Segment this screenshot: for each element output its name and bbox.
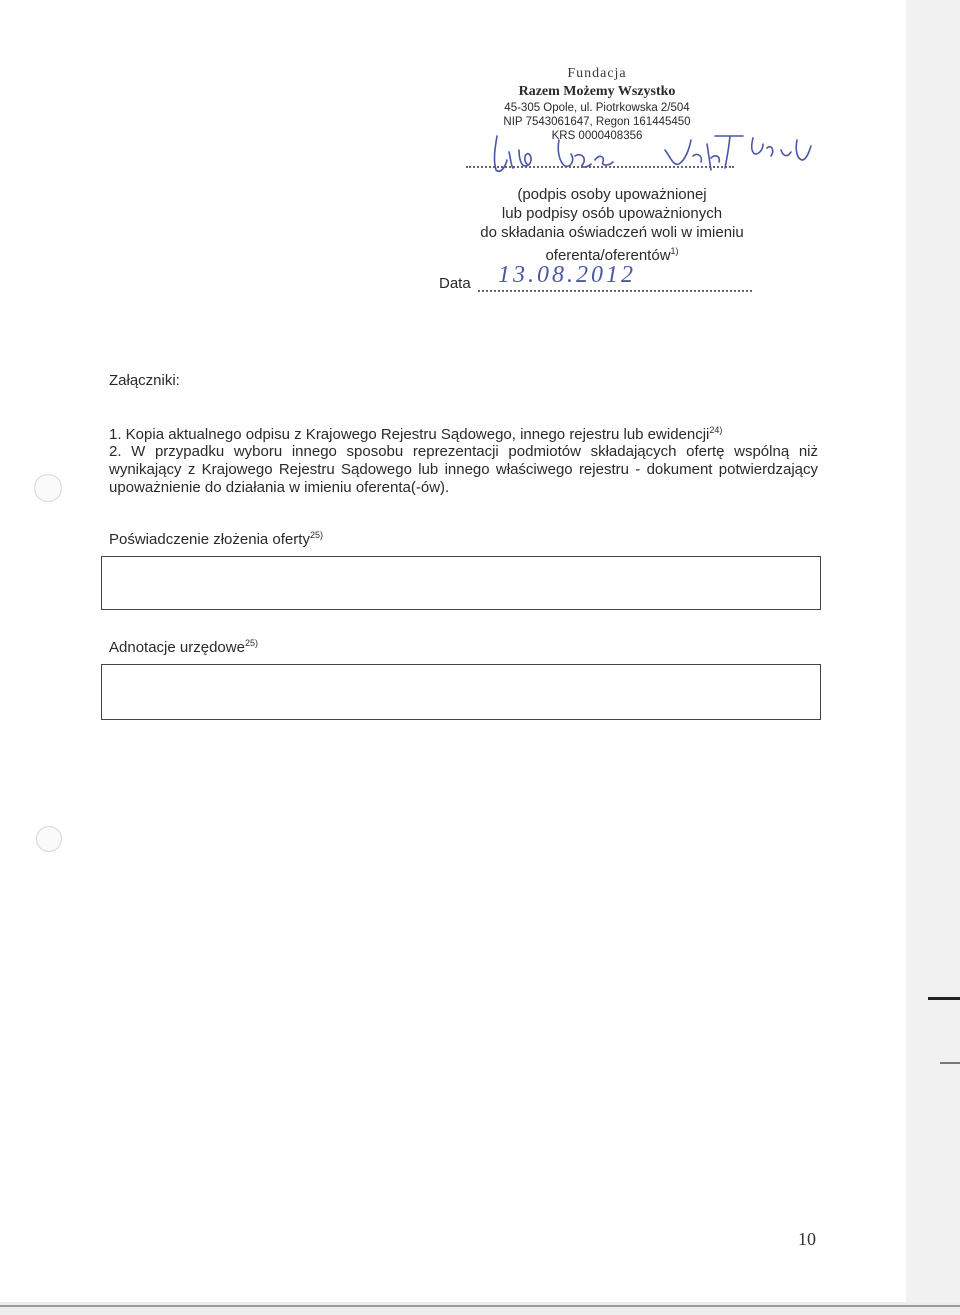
- signature-caption-line1: (podpis osoby upoważnionej: [517, 186, 707, 203]
- official-notes-label-text: Adnotacje urzędowe: [109, 639, 245, 656]
- page-number: 10: [798, 1229, 816, 1249]
- scan-edge-right: [906, 0, 960, 1315]
- footnote-ref: 24): [709, 425, 723, 435]
- signature-caption-line3: do składania oświadczeń woli w imieniu: [480, 224, 744, 241]
- stamp-krs: KRS 0000408356: [551, 130, 643, 142]
- attachment-item-2: 2. W przypadku wyboru innego sposobu reprezentacji podmiotów składających ofertę wspólną niż wynikający z Krajowego Rejestru Sądowego lub innego właściwego rejestru - dokument potwierdzający upoważnienie do działania w imieniu oferenta(-ów).: [109, 443, 818, 496]
- scan-edge-bottom: [0, 1302, 960, 1315]
- stamp-foundation-label: Fundacja: [567, 66, 627, 81]
- official-notes-box: [101, 664, 821, 720]
- scan-edge-mark: [928, 997, 960, 1000]
- stamp-address: 45-305 Opole, ul. Piotrkowska 2/504: [504, 102, 690, 114]
- attachment-item-1-text: 1. Kopia aktualnego odpisu z Krajowego Rejestru Sądowego, innego rejestru lub ewidencji: [109, 426, 710, 443]
- attachment-item-1: [109, 425, 824, 443]
- date-label: Data: [439, 275, 471, 292]
- scan-edge-line: [0, 1305, 960, 1307]
- date-handwritten-value: 13.08.2012: [498, 262, 636, 288]
- confirmation-label-text: Poświadczenie złożenia oferty: [109, 531, 310, 548]
- official-notes-label: [109, 638, 258, 656]
- punch-hole-top: [34, 474, 62, 502]
- stamp-foundation-name: Razem Możemy Wszystko: [518, 84, 676, 99]
- attachments-heading: Załączniki:: [109, 372, 180, 389]
- signature-caption-line2: lub podpisy osób upoważnionych: [501, 205, 723, 222]
- footnote-ref: 1): [670, 246, 679, 256]
- stamp-tax-ids: NIP 7543061647, Regon 161445450: [503, 116, 691, 128]
- scan-edge-mark-2: [940, 1062, 960, 1064]
- footnote-ref: 25): [244, 638, 258, 648]
- footnote-ref: 25): [309, 530, 323, 540]
- handwritten-signatures: [475, 130, 820, 180]
- signature-caption: [452, 185, 772, 265]
- signature-caption-line4-text: oferenta/oferentów: [545, 247, 671, 264]
- confirmation-label: [109, 530, 323, 548]
- confirmation-box: [101, 556, 821, 610]
- punch-hole-bottom: [36, 826, 62, 852]
